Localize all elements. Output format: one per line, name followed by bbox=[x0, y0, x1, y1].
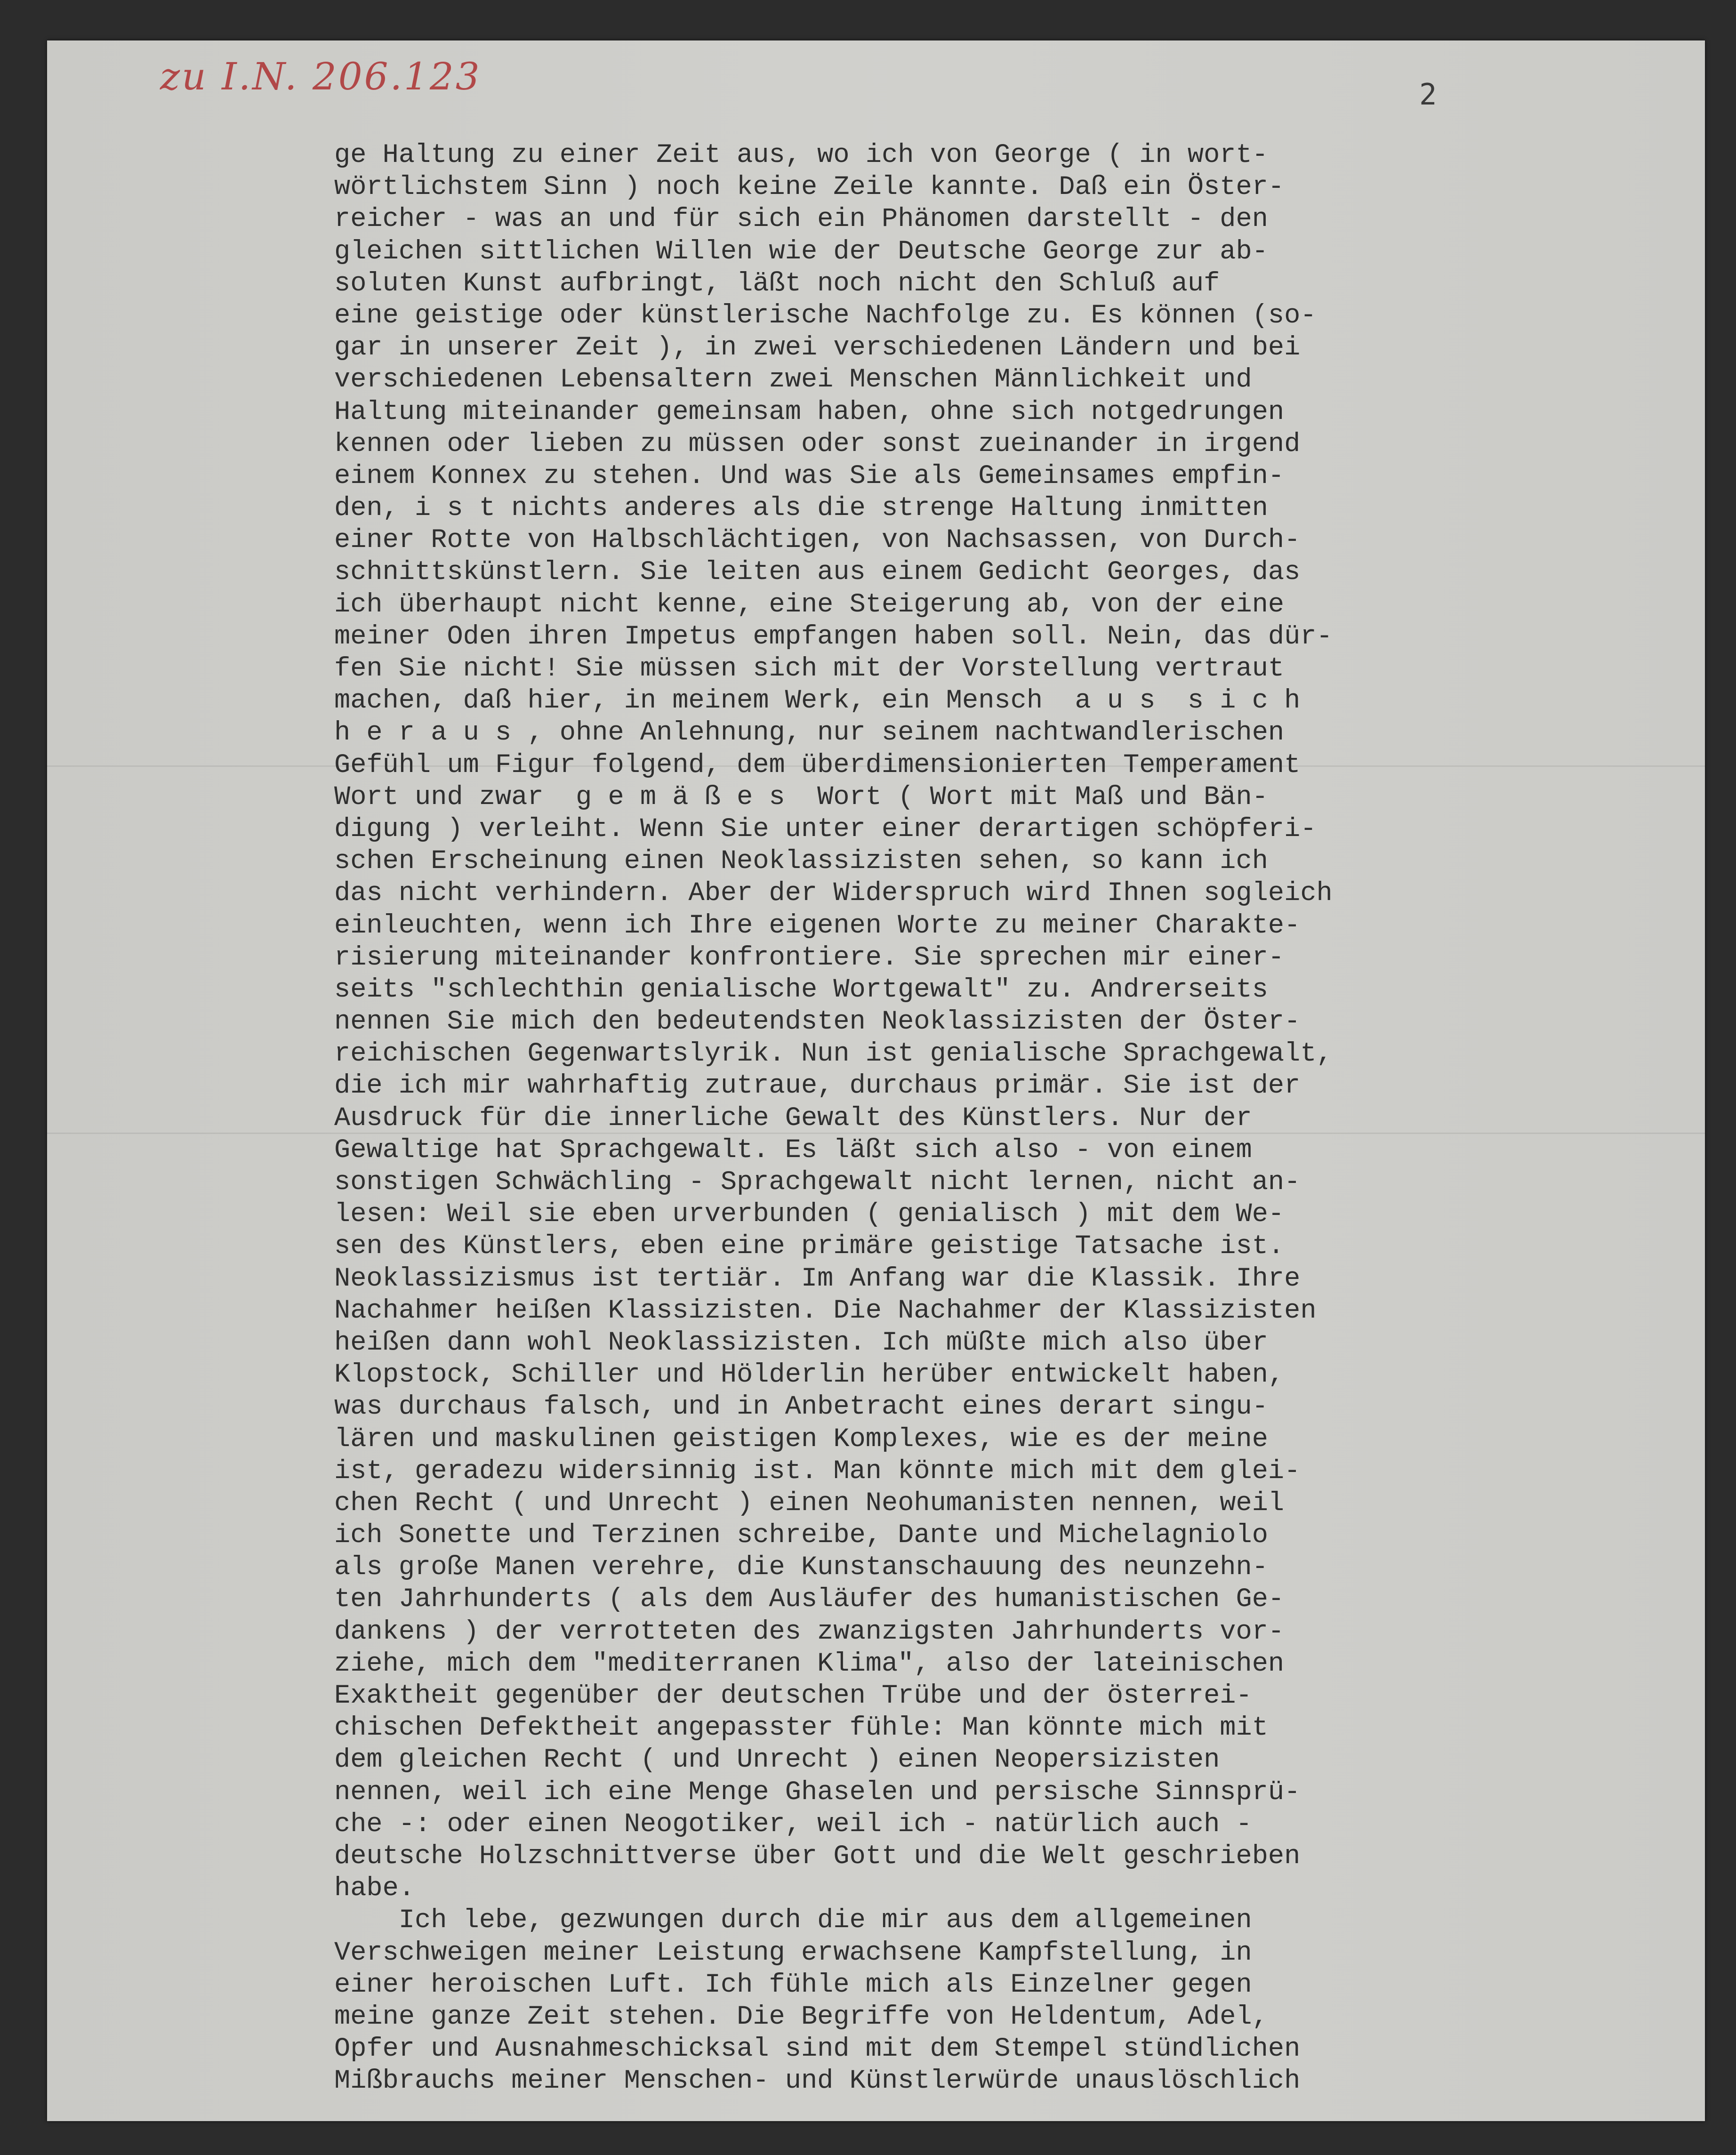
text-line: das nicht verhindern. Aber der Widerspruch wird Ihnen sogleich bbox=[334, 878, 1333, 909]
text-line: nennen Sie mich den bedeutendsten Neoklassizisten der Öster- bbox=[334, 1007, 1301, 1037]
text-line: die ich mir wahrhaftig zutraue, durchaus primär. Sie ist der bbox=[334, 1071, 1301, 1102]
text-line: seits "schlechthin genialische Wortgewalt" zu. Andrerseits bbox=[334, 974, 1268, 1005]
text-line: fen Sie nicht! Sie müssen sich mit der Vorstellung vertraut bbox=[334, 654, 1285, 684]
text-line: Ich lebe, gezwungen durch die mir aus dem allgemeinen bbox=[334, 1906, 1252, 1936]
text-line: lesen: Weil sie eben urverbunden ( genialisch ) mit dem We- bbox=[334, 1199, 1285, 1230]
text-line: ich Sonette und Terzinen schreibe, Dante und Michelagniolo bbox=[334, 1520, 1268, 1551]
text-line: verschiedenen Lebensaltern zwei Menschen Männlichkeit und bbox=[334, 365, 1252, 395]
text-line: ten Jahrhunderts ( als dem Ausläufer des humanistischen Ge- bbox=[334, 1584, 1285, 1615]
text-line: Gewaltige hat Sprachgewalt. Es läßt sich also - von einem bbox=[334, 1135, 1252, 1166]
letter-page bbox=[47, 40, 1705, 2121]
text-line: schen Erscheinung einen Neoklassizisten sehen, so kann ich bbox=[334, 846, 1268, 877]
text-line: ich überhaupt nicht kenne, eine Steigerung ab, von der eine bbox=[334, 589, 1285, 620]
text-line: lären und maskulinen geistigen Komplexes, wie es der meine bbox=[334, 1424, 1268, 1455]
text-line: was durchaus falsch, und in Anbetracht eines derart singu- bbox=[334, 1392, 1268, 1423]
text-line: einem Konnex zu stehen. Und was Sie als Gemeinsames empfin- bbox=[334, 461, 1285, 491]
text-line: dem gleichen Recht ( und Unrecht ) einen Neopersizisten bbox=[334, 1745, 1220, 1776]
text-line: Ausdruck für die innerliche Gewalt des Künstlers. Nur der bbox=[334, 1103, 1252, 1134]
text-line: machen, daß hier, in meinem Werk, ein Mensch a u s s i c h bbox=[334, 686, 1301, 716]
text-line: ziehe, mich dem "mediterranen Klima", also der lateinischen bbox=[334, 1648, 1285, 1679]
text-line: Wort und zwar g e m ä ß e s Wort ( Wort mit Maß und Bän- bbox=[334, 782, 1268, 812]
text-line: kennen oder lieben zu müssen oder sonst zueinander in irgend bbox=[334, 429, 1301, 459]
text-line: Nachahmer heißen Klassizisten. Die Nachahmer der Klassizisten bbox=[334, 1295, 1317, 1326]
text-line: reichischen Gegenwartslyrik. Nun ist genialische Sprachgewalt, bbox=[334, 1039, 1333, 1069]
text-line: sonstigen Schwächling - Sprachgewalt nicht lernen, nicht an- bbox=[334, 1167, 1301, 1198]
text-line: einer Rotte von Halbschlächtigen, von Nachsassen, von Durch- bbox=[334, 525, 1301, 556]
text-line: dankens ) der verrotteten des zwanzigsten Jahrhunderts vor- bbox=[334, 1616, 1285, 1647]
text-line: reicher - was an und für sich ein Phänomen darstellt - den bbox=[334, 204, 1268, 235]
text-line: ist, geradezu widersinnig ist. Man könnte mich mit dem glei- bbox=[334, 1456, 1301, 1487]
text-line: heißen dann wohl Neoklassizisten. Ich müßte mich also über bbox=[334, 1327, 1268, 1358]
page-number: 2 bbox=[1419, 77, 1437, 112]
text-line: Mißbrauchs meiner Menschen- und Künstlerwürde unauslöschlich bbox=[334, 2066, 1301, 2097]
text-line: schnittskünstlern. Sie leiten aus einem Gedicht Georges, das bbox=[334, 557, 1301, 588]
text-line: ge Haltung zu einer Zeit aus, wo ich von George ( in wort- bbox=[334, 140, 1268, 170]
text-line: wörtlichstem Sinn ) noch keine Zeile kannte. Daß ein Öster- bbox=[334, 172, 1285, 203]
text-line: Verschweigen meiner Leistung erwachsene Kampfstellung, in bbox=[334, 1938, 1252, 1968]
typed-letter-body bbox=[334, 139, 1582, 2097]
text-line: deutsche Holzschnittverse über Gott und die Welt geschrieben bbox=[334, 1841, 1301, 1872]
text-line: gar in unserer Zeit ), in zwei verschiedenen Ländern und bei bbox=[334, 333, 1301, 363]
text-line: als große Manen verehre, die Kunstanschauung des neunzehn- bbox=[334, 1552, 1268, 1583]
text-line: Klopstock, Schiller und Hölderlin herüber entwickelt haben, bbox=[334, 1360, 1285, 1391]
text-line: Gefühl um Figur folgend, dem überdimensionierten Temperament bbox=[334, 750, 1301, 780]
text-line: den, i s t nichts anderes als die strenge Haltung inmitten bbox=[334, 493, 1268, 524]
text-line: Exaktheit gegenüber der deutschen Trübe und der österrei- bbox=[334, 1681, 1252, 1711]
text-line: soluten Kunst aufbringt, läßt noch nicht den Schluß auf bbox=[334, 268, 1220, 299]
text-line: eine geistige oder künstlerische Nachfolge zu. Es können (so- bbox=[334, 300, 1317, 331]
text-line: Opfer und Ausnahmeschicksal sind mit dem Stempel stündlichen bbox=[334, 2034, 1301, 2065]
text-line: habe. bbox=[334, 1874, 415, 1904]
text-line: chen Recht ( und Unrecht ) einen Neohumanisten nennen, weil bbox=[334, 1488, 1285, 1519]
text-line: risierung miteinander konfrontiere. Sie sprechen mir einer- bbox=[334, 942, 1285, 973]
text-line: einer heroischen Luft. Ich fühle mich als Einzelner gegen bbox=[334, 1970, 1252, 2000]
text-line: meiner Oden ihren Impetus empfangen haben soll. Nein, das dür- bbox=[334, 621, 1333, 652]
text-line: chischen Defektheit angepasster fühle: Man könnte mich mit bbox=[334, 1713, 1268, 1744]
text-line: digung ) verleiht. Wenn Sie unter einer derartigen schöpferi- bbox=[334, 814, 1317, 844]
text-line: einleuchten, wenn ich Ihre eigenen Worte zu meiner Charakte- bbox=[334, 910, 1301, 941]
text-line: Neoklassizismus ist tertiär. Im Anfang war die Klassik. Ihre bbox=[334, 1263, 1301, 1294]
text-line: meine ganze Zeit stehen. Die Begriffe von Heldentum, Adel, bbox=[334, 2002, 1268, 2032]
text-line: gleichen sittlichen Willen wie der Deutsche George zur ab- bbox=[334, 236, 1268, 267]
text-line: sen des Künstlers, eben eine primäre geistige Tatsache ist. bbox=[334, 1231, 1285, 1262]
text-line: nennen, weil ich eine Menge Ghaselen und persische Sinnsprü- bbox=[334, 1777, 1301, 1808]
text-line: h e r a u s , ohne Anlehnung, nur seinem nachtwandlerischen bbox=[334, 718, 1285, 748]
text-line: Haltung miteinander gemeinsam haben, ohne sich notgedrungen bbox=[334, 397, 1285, 427]
text-line: che -: oder einen Neogotiker, weil ich - natürlich auch - bbox=[334, 1809, 1252, 1840]
archive-reference-note: zu I.N. 206.123 bbox=[160, 55, 482, 98]
